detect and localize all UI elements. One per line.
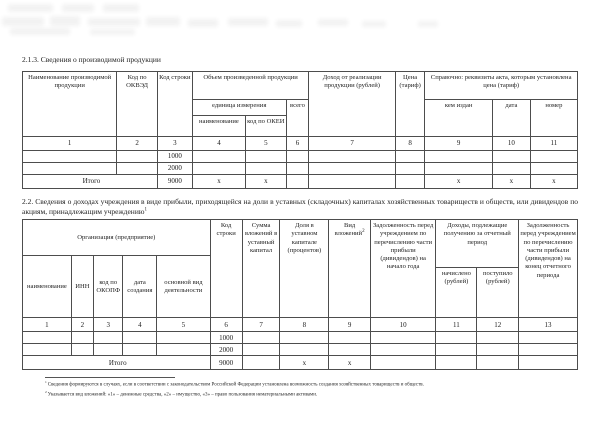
table-row-2000 [23, 344, 578, 356]
x-mark-cell: x [329, 356, 371, 370]
col-header-capital-share: Доля в уставном капитале (процентов) [280, 220, 329, 318]
x-mark-cell: x [280, 356, 329, 370]
income-table [22, 219, 578, 370]
x-mark-cell: x [425, 174, 493, 188]
col-header-line-code: Код строки [210, 220, 242, 318]
col-header-accrued: начислено (рублей) [436, 268, 477, 318]
col-header-creation-date: дата создания [123, 256, 157, 318]
footnote-separator [45, 377, 175, 378]
col-header-price: Цена (тариф) [395, 71, 424, 136]
x-mark-cell: x [246, 174, 287, 188]
col-header-debt-begin: Задолженность перед учреждением по перечислению части прибыли (дивидендов) на начало года [370, 220, 435, 318]
total-label: Итого [23, 174, 158, 188]
col-header-okopf: код по ОКОПФ [94, 256, 123, 318]
x-mark-cell: x [493, 174, 531, 188]
table-row-2000 [23, 162, 578, 174]
footnote-2-marker: 2 [45, 389, 47, 394]
footnote-2 [45, 390, 578, 400]
col-header-investment-kind [329, 220, 371, 318]
col-header-debt-end: Задолженность перед учреждением по перечислению части прибыли (дивидендов) на конец отчетного периода [519, 220, 578, 318]
col-header-okved: Код по ОКВЭД [117, 71, 158, 136]
col-header-unit-name: наименование [192, 115, 245, 136]
group-header-unit: единица измерения [192, 99, 286, 115]
col-header-received: поступило (рублей) [477, 268, 519, 318]
x-mark-cell: x [192, 174, 245, 188]
section-22-title-text: 2.2. Сведения о доходах учреждения в виде прибыли, приходящейся на доли в уставных (складочных) капиталах хозяйственных товариществ и обществ, или дивидендов по акциям, принадлежащим учреждению [22, 196, 578, 216]
line-code-cell: 1000 [210, 332, 242, 344]
col-header-issued-by: кем издан [425, 99, 493, 136]
total-row [23, 356, 578, 370]
line-code-cell: 2000 [210, 344, 242, 356]
col-header-line-code: Код строки [157, 71, 192, 136]
table-row-1000 [23, 332, 578, 344]
table-row-1000 [23, 150, 578, 162]
group-header-volume: Объем произведенной продукции [192, 71, 309, 99]
footnote-1 [45, 380, 578, 390]
footnote-ref-2: 2 [362, 229, 365, 235]
col-header-main-activity: основной вид деятельности [157, 256, 210, 318]
group-header-income-period: Доходы, подлежащие получению за отчетный период [436, 220, 519, 268]
col-header-inn: ИНН [71, 256, 93, 318]
column-numbering-row: 1 2 3 4 5 6 7 8 9 10 11 12 13 [23, 318, 578, 332]
col-header-investment-sum: Сумма вложений в уставный капитал [242, 220, 280, 318]
line-code-cell: 1000 [157, 150, 192, 162]
section-22-title [22, 197, 578, 217]
col-header-org-name: наименование [23, 256, 72, 318]
total-row [23, 174, 578, 188]
col-header-okei: код по ОКЕИ [246, 115, 287, 136]
line-code-cell: 2000 [157, 162, 192, 174]
col-header-total: всего [286, 99, 309, 136]
col-header-income: Доход от реализации продукции (рублей) [309, 71, 396, 136]
group-header-reference-act: Справочно: реквизиты акта, которым установлена цена (тариф) [425, 71, 578, 99]
line-code-cell: 9000 [157, 174, 192, 188]
footnote-1-marker: 1 [45, 380, 47, 385]
x-mark-cell: x [530, 174, 577, 188]
footnote-1-text: Сведения формируются в случаях, если в соответствии с законодательством Российской Федерации установлена возможность создания хозяйственных товариществ и обществ. [47, 382, 424, 388]
col-header-product-name: Наименование производимой продукции [23, 71, 117, 136]
total-label: Итого [23, 356, 211, 370]
column-numbering-row: 1 2 3 4 5 6 7 8 9 10 11 [23, 136, 578, 150]
line-code-cell: 9000 [210, 356, 242, 370]
footnote-ref-1: 1 [144, 207, 147, 212]
section-213-title: 2.1.3. Сведения о производимой продукции [22, 55, 161, 64]
col-header-date: дата [493, 99, 531, 136]
investment-kind-text: Вид вложений [334, 222, 363, 238]
footnote-2-text: Указывается вид вложений: «1» – денежные средства, «2» – имущество, «3» – право пользования нематериальными активами. [47, 392, 318, 398]
col-header-number: номер [530, 99, 577, 136]
production-table [22, 71, 578, 189]
group-header-organization: Организация (предприятие) [23, 220, 211, 256]
